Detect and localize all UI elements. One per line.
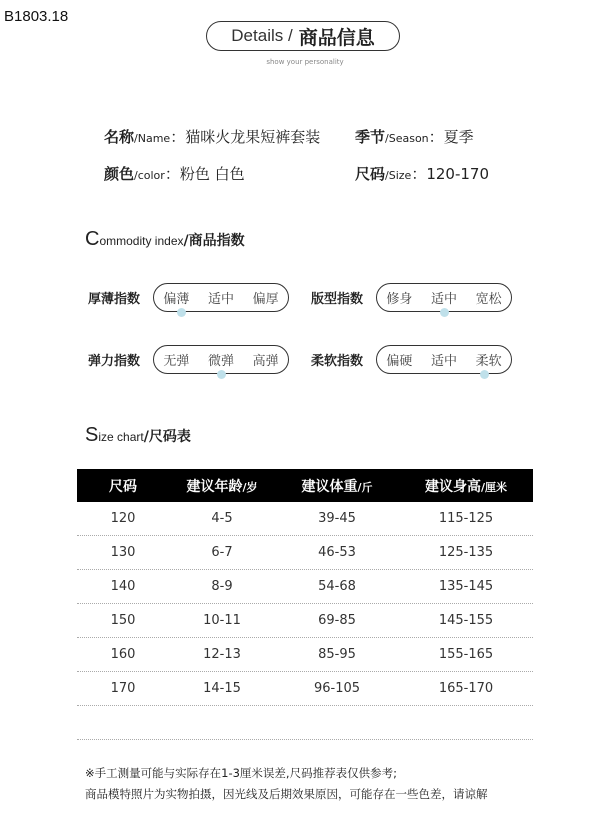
label-en: /Name: [134, 132, 171, 145]
table-cell: 170: [110, 681, 136, 696]
table-cell: 10-11: [203, 613, 241, 628]
table-cell: 39-45: [318, 511, 356, 526]
index-option: 无弹: [163, 354, 190, 369]
table-header: [77, 469, 533, 502]
heading-cn: /尺码表: [143, 429, 191, 445]
empty-row: [77, 706, 533, 740]
table-cell: 12-13: [203, 647, 241, 662]
table-cell: 14-15: [203, 681, 241, 696]
table-row: [77, 672, 533, 706]
index-option: 适中: [430, 354, 457, 369]
value: ：猫咪火龙果短裤套装: [170, 128, 321, 146]
index-option: 适中: [207, 292, 234, 307]
header-size: 尺码: [109, 478, 137, 495]
index-label: 弹力指数: [88, 354, 141, 369]
season-info: [355, 126, 474, 147]
color-info: [104, 163, 245, 184]
table-cell: 155-165: [438, 647, 494, 662]
table-cell: 135-145: [438, 579, 494, 594]
table-cell: 150: [110, 613, 136, 628]
table-cell: 120: [110, 511, 136, 526]
product-code: B1803.18: [4, 8, 69, 25]
label-en: /Season: [385, 132, 429, 145]
heading-en: ize chart: [98, 430, 144, 444]
table-cell: 96-105: [313, 681, 361, 696]
details-title: [206, 21, 400, 51]
table-cell: 46-53: [318, 545, 356, 560]
table-cell: 160: [110, 647, 136, 662]
title-en: Details /: [231, 26, 293, 45]
label: 颜色: [104, 165, 135, 183]
table-cell: 140: [110, 579, 136, 594]
index-option: 柔软: [475, 354, 502, 369]
table-cell: 165-170: [438, 681, 494, 696]
index-option: 偏硬: [386, 354, 413, 369]
index-option: 微弹: [207, 354, 234, 369]
table-cell: 4-5: [211, 511, 233, 526]
table-cell: 115-125: [438, 511, 494, 526]
index-scale: [376, 345, 512, 374]
table-cell: 8-9: [211, 579, 233, 594]
value: ：120-170: [411, 165, 489, 183]
index-option: 宽松: [475, 292, 502, 307]
table-row: [77, 536, 533, 570]
index-label: 版型指数: [311, 292, 364, 307]
index-indicator-dot: [480, 370, 489, 379]
table-row: [77, 604, 533, 638]
header-height: 建议身高/厘米: [424, 478, 508, 495]
index-label: 厚薄指数: [88, 292, 141, 307]
name-info: [104, 126, 320, 147]
note-measurement: ※手工测量可能与实际存在1-3厘米误差,尺码推荐表仅供参考;: [85, 766, 397, 780]
index-option: 偏厚: [252, 292, 279, 307]
index-indicator-dot: [440, 308, 449, 317]
index-option: 高弹: [252, 354, 279, 369]
header-weight: 建议体重/斤: [301, 478, 373, 495]
table-row: [77, 570, 533, 604]
heading-initial: C: [85, 228, 100, 250]
note-color: 商品模特照片为实物拍摄，因光线及后期效果原因，可能存在一些色差，请谅解: [85, 787, 488, 801]
value: ：粉色 白色: [164, 165, 245, 183]
table-cell: 54-68: [318, 579, 356, 594]
index-label: 柔软指数: [311, 354, 364, 369]
table-cell: 145-155: [438, 613, 494, 628]
index-indicator-dot: [177, 308, 186, 317]
table-row: [77, 638, 533, 672]
index-option: 偏薄: [163, 292, 190, 307]
table-cell: 130: [110, 545, 136, 560]
value: ：夏季: [428, 128, 474, 146]
label: 季节: [355, 128, 386, 146]
label-en: /color: [134, 169, 165, 182]
size-table: [77, 469, 533, 740]
heading-en: ommodity index: [99, 234, 184, 248]
table-cell: 6-7: [211, 545, 233, 560]
header-age: 建议年龄/岁: [186, 478, 258, 495]
table-cell: 69-85: [318, 613, 356, 628]
index-indicator-dot: [217, 370, 226, 379]
index-option: 适中: [430, 292, 457, 307]
table-row: [77, 502, 533, 536]
heading-cn: /商品指数: [183, 233, 245, 249]
label-en: /Size: [385, 169, 412, 182]
index-scale: [153, 283, 289, 312]
label: 名称: [104, 128, 135, 146]
size-info: [355, 163, 489, 184]
table-cell: 85-95: [318, 647, 356, 662]
title-cn: 商品信息: [298, 26, 375, 49]
table-cell: 125-135: [438, 545, 494, 560]
commodity-index-heading: [85, 228, 245, 251]
index-option: 修身: [386, 292, 413, 307]
label: 尺码: [355, 165, 386, 183]
heading-initial: S: [85, 424, 99, 446]
tagline: show your personality: [266, 58, 344, 66]
size-chart-heading: [85, 424, 191, 447]
